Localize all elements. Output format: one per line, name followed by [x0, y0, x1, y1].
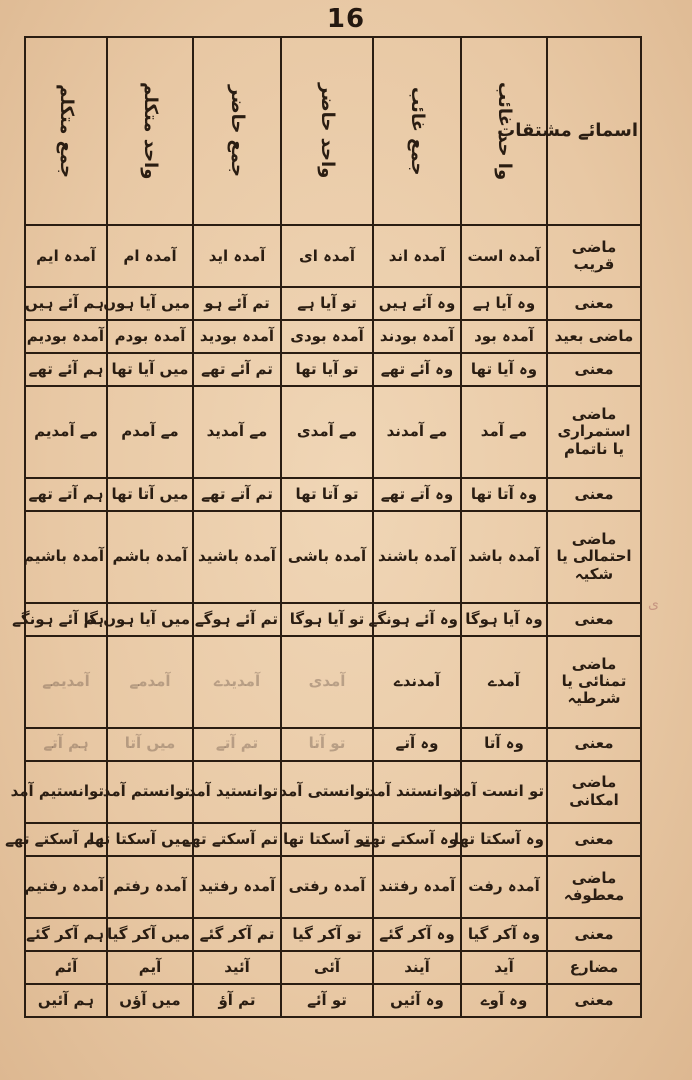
table-cell: آمدہ باشد [461, 511, 547, 603]
table-cell: آید [461, 951, 547, 984]
header-cell: اسمائے مشتقات [547, 37, 641, 225]
table-cell: تو آیا تھا [281, 353, 373, 386]
table-row [25, 918, 641, 951]
table-cell: آمدہ بودیم [25, 320, 107, 353]
table-row [25, 636, 641, 728]
table-cell: آمدہ اند [373, 225, 461, 287]
table-cell: آمدیدے [193, 636, 281, 728]
table-cell: آمدہ بودند [373, 320, 461, 353]
row-label: معنی [547, 603, 641, 636]
table-cell: ہم آئے ہیں [25, 287, 107, 320]
table-cell: وہ آیا تھا [461, 353, 547, 386]
table-cell: وہ آسکتے تھے [373, 823, 461, 856]
table-cell: تو آتا تھا [281, 478, 373, 511]
table-cell: توانستیم آمد [25, 761, 107, 823]
table-cell: میں آتا [107, 728, 193, 761]
row-label: معنی [547, 728, 641, 761]
header-cell: جمع حاضر [193, 37, 281, 225]
table-row [25, 287, 641, 320]
table-cell: آمدہ ای [281, 225, 373, 287]
table-cell: توانستید آمد [193, 761, 281, 823]
header-cell: وا حد غائب [461, 37, 547, 225]
table-cell: توانستم آمد [107, 761, 193, 823]
header-cell: واحد متکلم [107, 37, 193, 225]
header-cell: جمع غائب [373, 37, 461, 225]
table-cell: تو آئے [281, 984, 373, 1017]
row-label: ماضی تمنائی یا شرطیہ [547, 636, 641, 728]
table-cell: آمدہ است [461, 225, 547, 287]
table-row [25, 225, 641, 287]
table-cell: آمدندے [373, 636, 461, 728]
table-cell: وہ آیا ہوگا [461, 603, 547, 636]
table-row [25, 761, 641, 823]
table-cell: آمدہ رفتیم [25, 856, 107, 918]
row-label: معنی [547, 918, 641, 951]
table-cell: وہ آتے تھے [373, 478, 461, 511]
table-cell: تم آتے [193, 728, 281, 761]
table-cell: میں آکر گیا [107, 918, 193, 951]
row-label: ماضی معطوفہ [547, 856, 641, 918]
table-cell: آمدہ اید [193, 225, 281, 287]
table-cell: آمدہ رفتید [193, 856, 281, 918]
table-row [25, 984, 641, 1017]
table-cell: آمدہ باشید [193, 511, 281, 603]
header-row [25, 37, 641, 225]
table-cell: تو آیا ہے [281, 287, 373, 320]
header-cell: واحد حاضر [281, 37, 373, 225]
row-label: ماضی بعید [547, 320, 641, 353]
table-cell: تو آسکتا تھا [281, 823, 373, 856]
table-cell: ہم آئے تھے [25, 353, 107, 386]
table-cell: وہ آتے [373, 728, 461, 761]
table-cell: میں آیا ہوں [107, 287, 193, 320]
table-cell: مے آمدیم [25, 386, 107, 478]
table-cell: آمدہ ام [107, 225, 193, 287]
table-row [25, 320, 641, 353]
table-cell: وہ آتا [461, 728, 547, 761]
table-cell: آمدہ رفتی [281, 856, 373, 918]
table-cell: وہ آوے [461, 984, 547, 1017]
table-cell: ہم آسکتے تھے [25, 823, 107, 856]
table-cell: میں آتا تھا [107, 478, 193, 511]
table-cell: آمدہ باشند [373, 511, 461, 603]
table-cell: وہ آسکتا تھا [461, 823, 547, 856]
table-cell: آمدی [281, 636, 373, 728]
table-cell: توانستند آمد [373, 761, 461, 823]
table-cell: وہ آکر گئے [373, 918, 461, 951]
table-cell: وہ آئے ہیں [373, 287, 461, 320]
row-label: معنی [547, 353, 641, 386]
table-cell: تم آسکتے تھے [193, 823, 281, 856]
table-cell: میں آیا ہوں گا [107, 603, 193, 636]
row-label: معنی [547, 478, 641, 511]
table-cell: آمدہ باشیم [25, 511, 107, 603]
table-cell: تو انست آمد [461, 761, 547, 823]
table-cell: آیم [107, 951, 193, 984]
margin-stain: ی [648, 596, 659, 612]
table-cell: مے آمدم [107, 386, 193, 478]
table-cell: تم آکر گئے [193, 918, 281, 951]
table-cell: میں آؤں [107, 984, 193, 1017]
table-cell: میں آیا تھا [107, 353, 193, 386]
table-cell: تم آتے تھے [193, 478, 281, 511]
table-cell: وہ آئے ہونگے [373, 603, 461, 636]
table-cell: آمدیمے [25, 636, 107, 728]
table-cell: تو آتا [281, 728, 373, 761]
table-row [25, 603, 641, 636]
table-cell: آئید [193, 951, 281, 984]
table-cell: ہم آتے تھے [25, 478, 107, 511]
table-cell: آمدہ باشی [281, 511, 373, 603]
table-cell: ہم آئیں [25, 984, 107, 1017]
table-cell: آمدہ بودید [193, 320, 281, 353]
table-cell: آمدہ رفتند [373, 856, 461, 918]
table-cell: آئی [281, 951, 373, 984]
row-label: ماضی امکانی [547, 761, 641, 823]
table-cell: مے آمدی [281, 386, 373, 478]
table-cell: میں آسکتا تھا [107, 823, 193, 856]
row-label: ماضی استمراری یا ناتمام [547, 386, 641, 478]
table-row [25, 511, 641, 603]
table-cell: وہ آکر گیا [461, 918, 547, 951]
table-cell: تم آئے تھے [193, 353, 281, 386]
table-cell: تو آکر گیا [281, 918, 373, 951]
table-cell: تم آئے ہوگے [193, 603, 281, 636]
table-cell: آمدہ بود [461, 320, 547, 353]
table-cell: آمدہ باشم [107, 511, 193, 603]
table-cell: آمدہ بودم [107, 320, 193, 353]
row-label: معنی [547, 287, 641, 320]
table-cell: وہ آئیں [373, 984, 461, 1017]
row-label: مضارع [547, 951, 641, 984]
table-cell: آمدمے [107, 636, 193, 728]
table-cell: آمدہ رفت [461, 856, 547, 918]
table-cell: وہ آئے تھے [373, 353, 461, 386]
table-cell: مے آمدند [373, 386, 461, 478]
row-label: ماضی احتمالی یا شکیہ [547, 511, 641, 603]
table-cell: وہ آیا ہے [461, 287, 547, 320]
table-row [25, 823, 641, 856]
table-row [25, 386, 641, 478]
row-label: معنی [547, 984, 641, 1017]
table-cell: مے آمد [461, 386, 547, 478]
table-cell: تو آیا ہوگا [281, 603, 373, 636]
table-cell: آئم [25, 951, 107, 984]
table-row [25, 728, 641, 761]
table-cell: تم آئے ہو [193, 287, 281, 320]
table-cell: آمدہ رفتم [107, 856, 193, 918]
table-cell: تم آؤ [193, 984, 281, 1017]
row-label: معنی [547, 823, 641, 856]
table-cell: آمدہ ایم [25, 225, 107, 287]
page-number: 16 [326, 4, 366, 34]
table-row [25, 478, 641, 511]
header-cell: جمع متکلم [25, 37, 107, 225]
table-cell: آمدے [461, 636, 547, 728]
table-cell: وہ آتا تھا [461, 478, 547, 511]
conjugation-table [5, 36, 642, 1018]
table-cell: آمدہ بودی [281, 320, 373, 353]
table-row [25, 856, 641, 918]
table-row [25, 951, 641, 984]
table-cell: ہم آئے ہونگے [25, 603, 107, 636]
table-cell: ہم آتے [25, 728, 107, 761]
table-cell: توانستی آمد [281, 761, 373, 823]
table-row [25, 353, 641, 386]
table-cell: مے آمدید [193, 386, 281, 478]
row-label: ماضی قریب [547, 225, 641, 287]
table-cell: ہم آکر گئے [25, 918, 107, 951]
table-cell: آیند [373, 951, 461, 984]
